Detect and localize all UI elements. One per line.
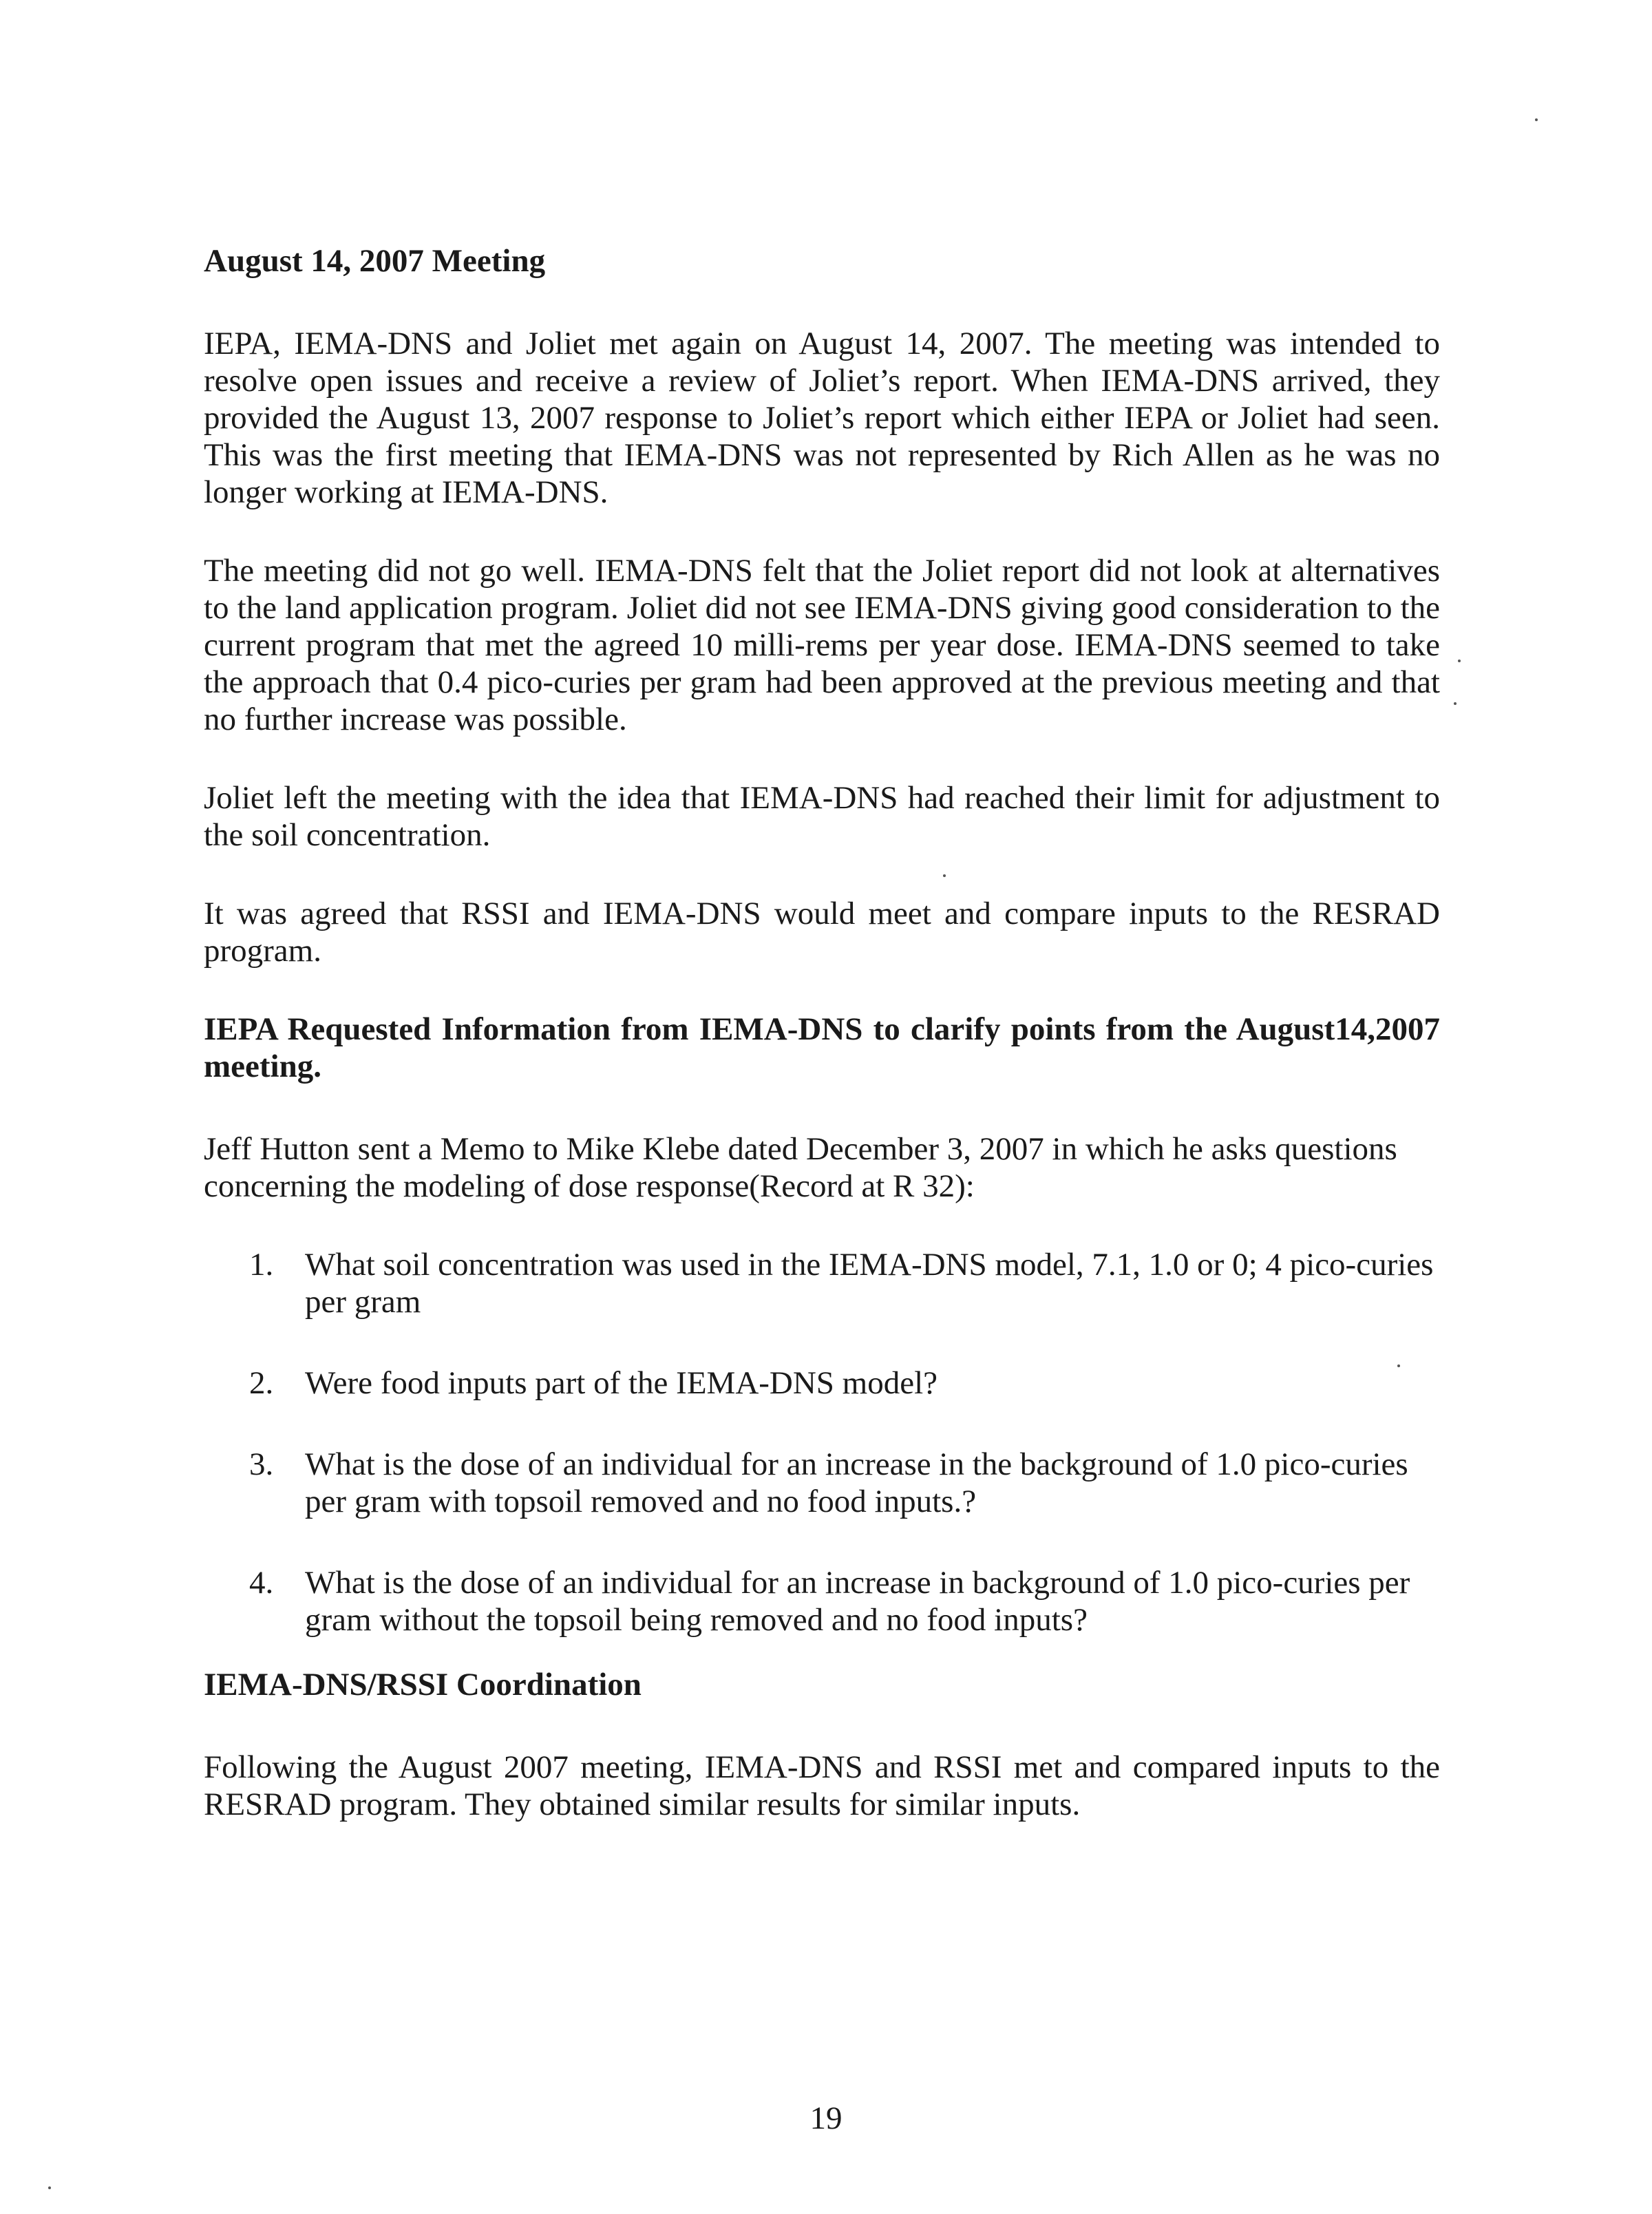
question-list [204, 1246, 1440, 1638]
list-number: 1. [249, 1247, 274, 1283]
scan-speck [1458, 660, 1461, 662]
question-text: What soil concentration was used in the IEMA-DNS model, 7.1, 1.0 or 0; 4 pico-curies per gram [305, 1247, 1434, 1320]
section-heading-august-meeting: August 14, 2007 Meeting [204, 243, 546, 279]
paragraph-agreement: It was agreed that RSSI and IEMA-DNS would meet and compare inputs to the RESRAD program. [204, 896, 1440, 969]
list-item [204, 1564, 1440, 1638]
paragraph-meeting-summary: IEPA, IEMA-DNS and Joliet met again on August 14, 2007. The meeting was intended to resolve open issues and receive a review of Joliet’s report. When IEMA-DNS arrived, they provided the August 13, 2007 response to Joliet’s report which either IEPA or Joliet had seen. This was the first meeting that IEMA-DNS was not represented by Rich Allen as he was no longer working at IEMA-DNS. [204, 326, 1440, 510]
document-body [204, 242, 1440, 1823]
page-number: 19 [809, 2100, 843, 2136]
list-item [204, 1246, 1440, 1320]
paragraph-joliet-conclusion: Joliet left the meeting with the idea that IEMA-DNS had reached their limit for adjustment to the soil concentration. [204, 780, 1440, 853]
scan-speck [48, 2186, 51, 2189]
scan-speck [1535, 118, 1538, 121]
question-text: What is the dose of an individual for an increase in the background of 1.0 pico-curies per gram with topsoil removed and no food inputs.? [305, 1446, 1408, 1519]
list-number: 3. [249, 1446, 274, 1482]
section-heading-iepa-request: IEPA Requested Information from IEMA-DNS to clarify points from the August14,2007 meeting. [204, 1011, 1440, 1084]
list-item [204, 1364, 1440, 1402]
paragraph-coordination: Following the August 2007 meeting, IEMA-DNS and RSSI met and compared inputs to the RESRAD program. They obtained similar results for similar inputs. [204, 1749, 1440, 1822]
question-text: Were food inputs part of the IEMA-DNS model? [305, 1365, 938, 1401]
list-number: 2. [249, 1365, 274, 1401]
paragraph-memo-intro: Jeff Hutton sent a Memo to Mike Klebe dated December 3, 2007 in which he asks questions concerning the modeling of dose response(Record at R 32): [204, 1131, 1397, 1204]
list-number: 4. [249, 1565, 274, 1601]
paragraph-meeting-outcome: The meeting did not go well. IEMA-DNS felt that the Joliet report did not look at alternatives to the land application program. Joliet did not see IEMA-DNS giving good consideration to the current program that met the agreed 10 milli-rems per year dose. IEMA-DNS seemed to take the approach that 0.4 pico-curies per gram had been approved at the previous meeting and that no further increase was possible. [204, 553, 1440, 737]
section-heading-coordination: IEMA-DNS/RSSI Coordination [204, 1667, 642, 1702]
question-text: What is the dose of an individual for an increase in background of 1.0 pico-curies per gram without the topsoil being removed and no food inputs? [305, 1565, 1410, 1638]
scan-speck [1454, 702, 1457, 705]
list-item [204, 1446, 1440, 1520]
